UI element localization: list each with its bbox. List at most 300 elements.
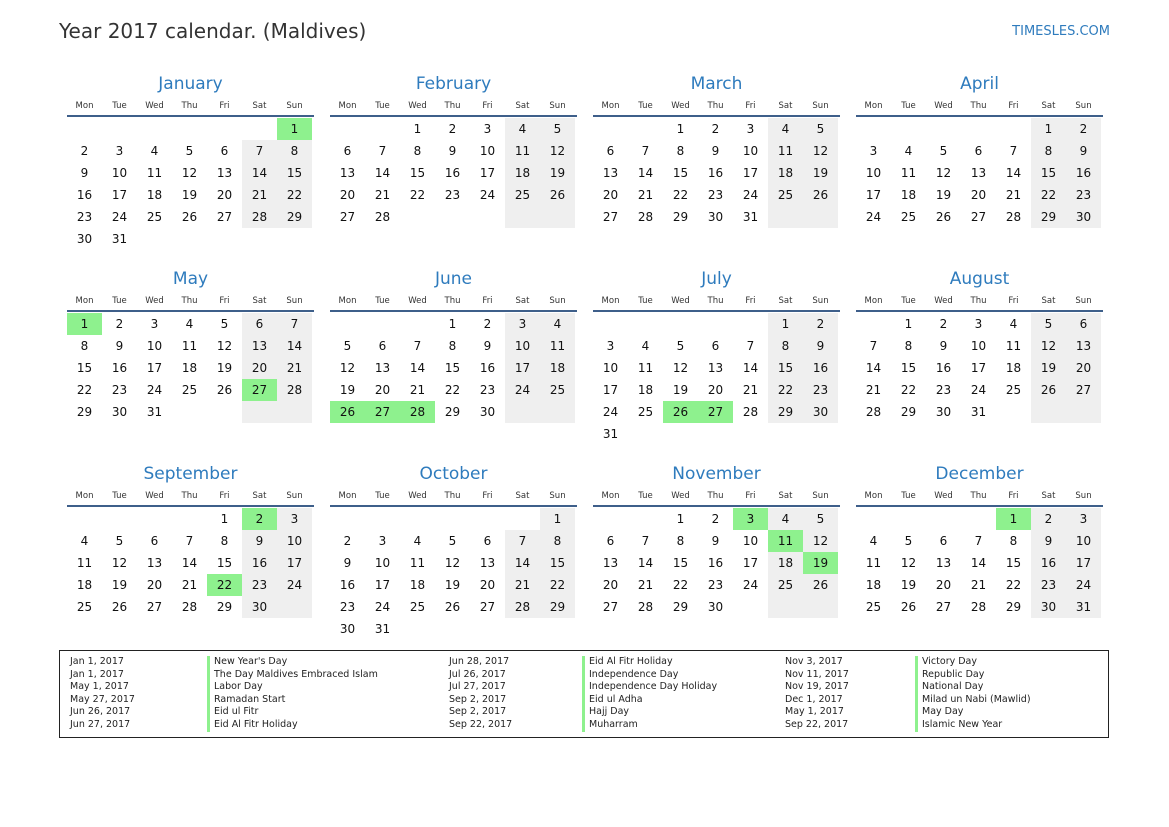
day-cell: 5 — [803, 118, 838, 140]
empty-cell — [996, 118, 1031, 140]
day-cell: 30 — [242, 596, 277, 618]
day-cell: 9 — [343, 556, 352, 570]
day-cell: 28 — [505, 596, 540, 618]
day-cell: 7 — [746, 339, 755, 353]
day-cell: 11 — [1005, 339, 1022, 353]
day-cell: 28 — [242, 206, 277, 228]
holiday-date: Nov 3, 2017 — [785, 656, 843, 667]
day-cell: 29 — [672, 600, 689, 614]
day-cell: 27 — [1066, 379, 1101, 401]
empty-cell — [593, 508, 628, 530]
day-cell: 9 — [483, 339, 492, 353]
day-cell: 16 — [444, 166, 461, 180]
day-cell: 6 — [606, 534, 615, 548]
day-cell: 7 — [242, 140, 277, 162]
weekday-label: Sun — [1075, 490, 1092, 501]
empty-cell — [1031, 401, 1066, 423]
day-cell: 19 — [1031, 357, 1066, 379]
empty-cell — [470, 206, 505, 228]
day-cell: 20 — [602, 188, 619, 202]
day-cell: 13 — [479, 556, 496, 570]
weekday-label: Fri — [219, 100, 230, 111]
day-cell: 2 — [448, 122, 457, 136]
day-cell: 14 — [865, 361, 882, 375]
day-cell: 23 — [803, 379, 838, 401]
day-cell: 5 — [676, 339, 685, 353]
day-cell: 20 — [339, 188, 356, 202]
day-cell: 27 — [602, 600, 619, 614]
empty-cell — [277, 401, 312, 423]
day-cell: 25 — [900, 210, 917, 224]
day-cell: 10 — [111, 166, 128, 180]
weekday-header — [67, 486, 314, 507]
day-cell: 17 — [146, 361, 163, 375]
weekday-label: Sun — [286, 490, 303, 501]
day-cell: 24 — [505, 379, 540, 401]
site-link[interactable]: TIMESLES.COM — [1012, 24, 1110, 39]
day-cell: 26 — [444, 600, 461, 614]
day-cell: 18 — [768, 552, 803, 574]
day-cell: 29 — [1031, 206, 1066, 228]
day-cell: 5 — [115, 534, 124, 548]
day-grid — [856, 508, 1103, 618]
day-cell: 25 — [181, 383, 198, 397]
weekday-label: Wed — [934, 490, 953, 501]
day-grid — [593, 313, 840, 445]
month-title: May — [172, 269, 209, 289]
legend-row — [60, 694, 1108, 707]
day-cell: 24 — [374, 600, 391, 614]
day-cell: 29 — [444, 405, 461, 419]
day-cell: 15 — [277, 162, 312, 184]
day-grid — [330, 313, 577, 423]
month-march — [593, 73, 840, 228]
holiday-day-cell: 3 — [733, 508, 768, 530]
weekday-label: Thu — [181, 490, 198, 501]
holiday-date: Sep 22, 2017 — [449, 718, 513, 730]
holiday-name: May Day — [915, 706, 963, 719]
day-cell: 23 — [339, 600, 356, 614]
empty-cell — [400, 508, 435, 530]
day-cell: 26 — [803, 184, 838, 206]
empty-cell — [540, 618, 575, 640]
weekday-label: Wed — [671, 490, 690, 501]
day-cell: 27 — [935, 600, 952, 614]
legend-row — [60, 656, 1108, 669]
day-cell: 2 — [1031, 508, 1066, 530]
weekday-label: Fri — [482, 490, 493, 501]
day-cell: 24 — [865, 210, 882, 224]
day-cell: 7 — [1009, 144, 1018, 158]
day-cell: 14 — [505, 552, 540, 574]
day-cell: 10 — [742, 144, 759, 158]
day-cell: 24 — [742, 188, 759, 202]
empty-cell — [365, 508, 400, 530]
day-cell: 30 — [707, 600, 724, 614]
month-title: January — [158, 74, 223, 94]
day-cell: 23 — [1031, 574, 1066, 596]
day-cell: 17 — [742, 556, 759, 570]
weekday-label: Sat — [515, 100, 530, 111]
weekday-label: Wed — [671, 295, 690, 306]
day-cell: 16 — [76, 188, 93, 202]
weekday-header — [330, 96, 577, 117]
weekday-label: Thu — [444, 295, 461, 306]
day-cell: 26 — [111, 600, 128, 614]
day-cell: 20 — [479, 578, 496, 592]
day-cell: 25 — [76, 600, 93, 614]
day-cell: 8 — [448, 339, 457, 353]
day-cell: 3 — [150, 317, 159, 331]
weekday-header — [67, 96, 314, 117]
holiday-day-cell: 1 — [996, 508, 1031, 530]
day-cell: 17 — [277, 552, 312, 574]
day-cell: 21 — [505, 574, 540, 596]
day-cell: 26 — [181, 210, 198, 224]
weekday-label: Thu — [181, 100, 198, 111]
day-cell: 21 — [637, 578, 654, 592]
day-cell: 22 — [76, 383, 93, 397]
weekday-label: Fri — [745, 490, 756, 501]
day-cell: 13 — [1066, 335, 1101, 357]
day-cell: 17 — [970, 361, 987, 375]
day-cell: 12 — [672, 361, 689, 375]
weekday-label: Sat — [252, 295, 267, 306]
day-cell: 31 — [742, 210, 759, 224]
day-cell: 28 — [865, 405, 882, 419]
weekday-label: Wed — [408, 295, 427, 306]
holiday-date: May 1, 2017 — [785, 706, 844, 718]
day-cell: 19 — [935, 188, 952, 202]
month-february — [330, 73, 577, 228]
day-cell: 23 — [111, 383, 128, 397]
holiday-day-cell: 27 — [242, 379, 277, 401]
holiday-name: Labor Day — [207, 681, 263, 694]
weekday-label: Wed — [671, 100, 690, 111]
day-cell: 24 — [602, 405, 619, 419]
day-cell: 15 — [672, 556, 689, 570]
day-cell: 29 — [76, 405, 93, 419]
day-cell: 18 — [76, 578, 93, 592]
day-cell: 12 — [900, 556, 917, 570]
day-cell: 23 — [707, 188, 724, 202]
empty-cell — [400, 618, 435, 640]
day-cell: 16 — [111, 361, 128, 375]
weekday-label: Sat — [252, 100, 267, 111]
day-cell: 28 — [181, 600, 198, 614]
empty-cell — [242, 228, 277, 250]
day-cell: 1 — [904, 317, 913, 331]
day-cell: 1 — [676, 122, 685, 136]
day-cell: 2 — [115, 317, 124, 331]
day-cell: 7 — [869, 339, 878, 353]
day-cell: 11 — [865, 556, 882, 570]
weekday-label: Mon — [601, 295, 620, 306]
empty-cell — [400, 313, 435, 335]
holiday-date: Jun 27, 2017 — [70, 718, 131, 730]
day-cell: 16 — [339, 578, 356, 592]
weekday-label: Sun — [812, 100, 829, 111]
day-cell: 25 — [540, 379, 575, 401]
day-cell: 5 — [185, 144, 194, 158]
day-cell: 5 — [343, 339, 352, 353]
day-cell: 9 — [711, 534, 720, 548]
day-cell: 9 — [242, 530, 277, 552]
holiday-day-cell: 26 — [330, 401, 365, 423]
day-cell: 4 — [904, 144, 913, 158]
day-cell: 15 — [76, 361, 93, 375]
month-title: July — [701, 269, 732, 289]
holiday-name: Independence Day Holiday — [582, 681, 717, 694]
weekday-label: Sat — [1041, 490, 1056, 501]
weekday-label: Thu — [970, 100, 987, 111]
day-cell: 31 — [970, 405, 987, 419]
holiday-day-cell: 27 — [365, 401, 400, 423]
weekday-header — [67, 291, 314, 312]
empty-cell — [768, 423, 803, 445]
day-cell: 10 — [479, 144, 496, 158]
day-cell: 7 — [185, 534, 194, 548]
day-cell: 21 — [181, 578, 198, 592]
day-cell: 18 — [1005, 361, 1022, 375]
month-september — [67, 463, 314, 618]
holiday-day-cell: 11 — [768, 530, 803, 552]
day-cell: 4 — [505, 118, 540, 140]
day-cell: 20 — [935, 578, 952, 592]
day-cell: 26 — [1031, 379, 1066, 401]
day-cell: 12 — [339, 361, 356, 375]
day-cell: 13 — [339, 166, 356, 180]
holiday-date: May 27, 2017 — [70, 693, 135, 705]
weekday-header — [593, 291, 840, 312]
day-cell: 6 — [242, 313, 277, 335]
empty-cell — [733, 596, 768, 618]
calendar-grid — [67, 73, 1102, 645]
day-cell: 16 — [803, 357, 838, 379]
day-cell: 11 — [505, 140, 540, 162]
weekday-label: Mon — [864, 295, 883, 306]
day-cell: 17 — [111, 188, 128, 202]
day-grid — [330, 118, 577, 228]
day-cell: 22 — [672, 188, 689, 202]
day-cell: 6 — [711, 339, 720, 353]
holiday-name: Eid ul Fitr — [207, 706, 258, 719]
day-cell: 14 — [374, 166, 391, 180]
day-cell: 12 — [803, 140, 838, 162]
day-cell: 23 — [242, 574, 277, 596]
day-cell: 23 — [1066, 184, 1101, 206]
day-cell: 6 — [150, 534, 159, 548]
day-cell: 19 — [216, 361, 233, 375]
day-cell: 17 — [602, 383, 619, 397]
holiday-date: Jun 28, 2017 — [449, 656, 510, 667]
day-cell: 30 — [479, 405, 496, 419]
weekday-label: Sun — [286, 295, 303, 306]
empty-cell — [137, 508, 172, 530]
day-cell: 8 — [1009, 534, 1018, 548]
day-cell: 10 — [505, 335, 540, 357]
day-cell: 28 — [970, 600, 987, 614]
day-cell: 21 — [409, 383, 426, 397]
weekday-label: Mon — [338, 100, 357, 111]
empty-cell — [593, 118, 628, 140]
day-cell: 6 — [939, 534, 948, 548]
day-cell: 25 — [505, 184, 540, 206]
day-cell: 4 — [413, 534, 422, 548]
day-cell: 26 — [540, 184, 575, 206]
day-cell: 26 — [935, 210, 952, 224]
holiday-name: Victory Day — [915, 656, 977, 669]
holiday-date: Jul 26, 2017 — [449, 668, 506, 680]
legend-column — [60, 656, 1108, 732]
month-august — [856, 268, 1103, 423]
day-cell: 28 — [1005, 210, 1022, 224]
day-cell: 1 — [768, 313, 803, 335]
day-cell: 4 — [768, 508, 803, 530]
weekday-label: Thu — [707, 100, 724, 111]
day-cell: 14 — [1005, 166, 1022, 180]
day-cell: 10 — [374, 556, 391, 570]
day-cell: 4 — [768, 118, 803, 140]
weekday-label: Sun — [1075, 100, 1092, 111]
day-cell: 16 — [242, 552, 277, 574]
holiday-name: National Day — [915, 681, 983, 694]
weekday-label: Tue — [638, 490, 653, 501]
day-cell: 15 — [216, 556, 233, 570]
holiday-name: Milad un Nabi (Mawlid) — [915, 694, 1031, 707]
weekday-header — [330, 486, 577, 507]
weekday-label: Sun — [812, 295, 829, 306]
day-cell: 21 — [865, 383, 882, 397]
day-cell: 14 — [637, 166, 654, 180]
empty-cell — [891, 118, 926, 140]
weekday-label: Sat — [1041, 295, 1056, 306]
day-cell: 20 — [216, 188, 233, 202]
empty-cell — [803, 206, 838, 228]
month-title: March — [690, 74, 743, 94]
day-cell: 10 — [742, 534, 759, 548]
day-cell: 3 — [483, 122, 492, 136]
weekday-label: Thu — [970, 490, 987, 501]
day-cell: 12 — [803, 530, 838, 552]
day-cell: 17 — [1066, 552, 1101, 574]
empty-cell — [277, 228, 312, 250]
empty-cell — [628, 423, 663, 445]
empty-cell — [242, 401, 277, 423]
empty-cell — [172, 508, 207, 530]
day-cell: 15 — [672, 166, 689, 180]
weekday-label: Thu — [970, 295, 987, 306]
holiday-name: Independence Day — [582, 669, 678, 682]
day-cell: 26 — [900, 600, 917, 614]
month-title: February — [415, 74, 492, 94]
day-cell: 4 — [150, 144, 159, 158]
day-cell: 24 — [146, 383, 163, 397]
day-cell: 10 — [1066, 530, 1101, 552]
empty-cell — [207, 118, 242, 140]
holiday-date: Jul 27, 2017 — [449, 681, 506, 693]
empty-cell — [856, 313, 891, 335]
day-cell: 16 — [1066, 162, 1101, 184]
empty-cell — [803, 596, 838, 618]
holiday-name: Muharram — [582, 719, 638, 732]
day-cell: 15 — [409, 166, 426, 180]
weekday-label: Thu — [707, 295, 724, 306]
weekday-label: Wed — [145, 100, 164, 111]
empty-cell — [698, 423, 733, 445]
weekday-label: Tue — [638, 100, 653, 111]
day-cell: 22 — [277, 184, 312, 206]
day-cell: 1 — [220, 512, 229, 526]
weekday-label: Wed — [408, 490, 427, 501]
day-cell: 9 — [115, 339, 124, 353]
day-cell: 22 — [1031, 184, 1066, 206]
weekday-label: Sat — [1041, 100, 1056, 111]
month-october — [330, 463, 577, 640]
day-cell: 28 — [637, 210, 654, 224]
day-cell: 30 — [803, 401, 838, 423]
month-title: December — [935, 464, 1024, 484]
weekday-label: Mon — [601, 490, 620, 501]
holiday-date: Jun 26, 2017 — [70, 706, 131, 718]
holiday-date: Nov 19, 2017 — [785, 681, 849, 693]
day-cell: 24 — [277, 574, 312, 596]
day-cell: 14 — [970, 556, 987, 570]
day-cell: 28 — [742, 405, 759, 419]
holiday-name: Eid Al Fitr Holiday — [207, 719, 298, 732]
weekday-label: Sat — [515, 490, 530, 501]
day-cell: 12 — [444, 556, 461, 570]
day-cell: 11 — [146, 166, 163, 180]
weekday-label: Sat — [515, 295, 530, 306]
day-cell: 7 — [378, 144, 387, 158]
day-cell: 21 — [242, 184, 277, 206]
legend-row — [60, 669, 1108, 682]
weekday-label: Sun — [549, 490, 566, 501]
day-cell: 8 — [768, 335, 803, 357]
day-cell: 27 — [339, 210, 356, 224]
empty-cell — [102, 118, 137, 140]
day-cell: 30 — [935, 405, 952, 419]
empty-cell — [803, 423, 838, 445]
day-cell: 23 — [479, 383, 496, 397]
weekday-label: Sat — [778, 295, 793, 306]
day-grid — [856, 313, 1103, 423]
day-cell: 19 — [672, 383, 689, 397]
empty-cell — [67, 118, 102, 140]
empty-cell — [207, 228, 242, 250]
legend-row — [60, 719, 1108, 732]
day-cell: 5 — [220, 317, 229, 331]
day-cell: 5 — [540, 118, 575, 140]
day-cell: 9 — [1031, 530, 1066, 552]
month-may — [67, 268, 314, 423]
empty-cell — [435, 618, 470, 640]
empty-cell — [540, 401, 575, 423]
empty-cell — [102, 508, 137, 530]
day-cell: 31 — [111, 232, 128, 246]
day-cell: 13 — [602, 556, 619, 570]
day-cell: 31 — [602, 427, 619, 441]
day-cell: 8 — [413, 144, 422, 158]
weekday-label: Wed — [408, 100, 427, 111]
day-cell: 22 — [540, 574, 575, 596]
day-cell: 31 — [146, 405, 163, 419]
weekday-header — [856, 486, 1103, 507]
day-cell: 19 — [803, 162, 838, 184]
day-cell: 30 — [339, 622, 356, 636]
day-cell: 8 — [676, 144, 685, 158]
